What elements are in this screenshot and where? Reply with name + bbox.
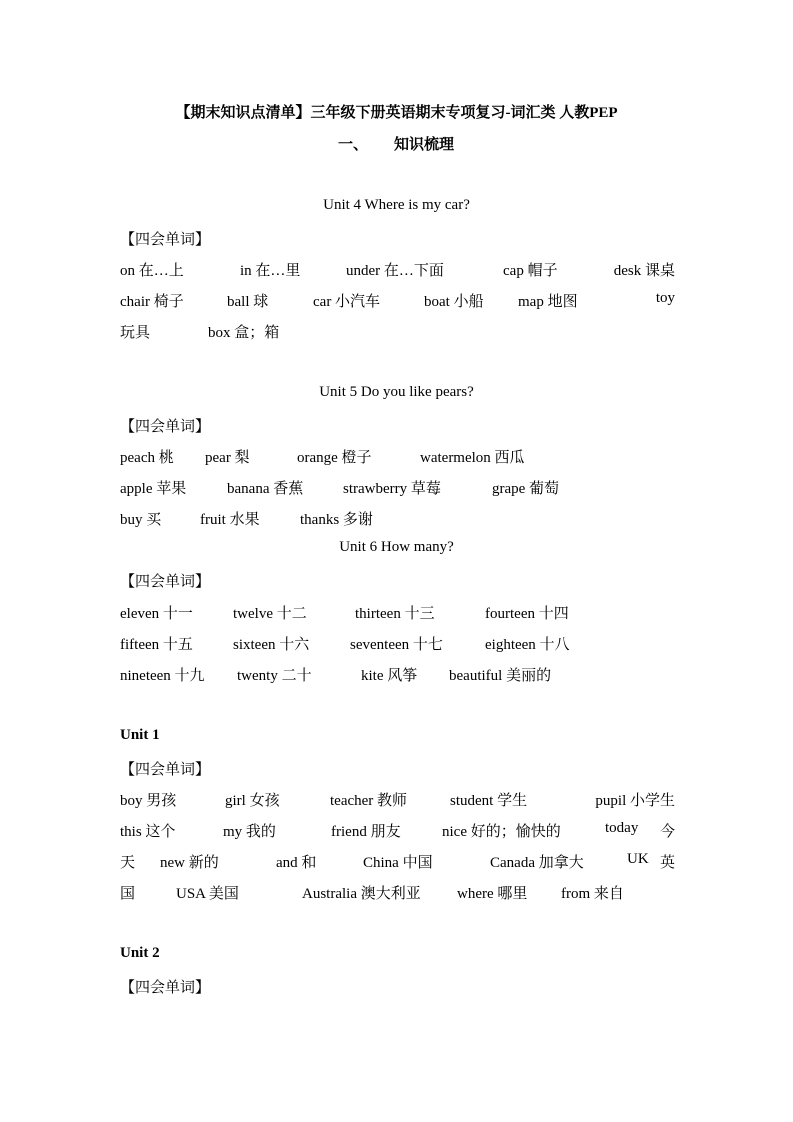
section-number: 一、 [338,137,369,153]
unit5-row-1 [120,446,675,468]
vocab-item: student 学生 [450,793,528,809]
vocab-item: this 这个 [120,824,176,840]
vocab-item: 天 [120,855,136,871]
vocab-item: peach 桃 [120,450,174,466]
unit4-heading: Unit 4 Where is my car? [323,197,470,213]
vocab-item: seventeen 十七 [350,637,443,653]
section-heading [338,133,454,154]
vocab-item: buy 买 [120,512,162,528]
vocab-item: boy 男孩 [120,793,177,809]
vocab-item: in 在…里 [240,263,301,279]
unit2-heading: Unit 2 [120,945,160,961]
vocab-item: banana 香蕉 [227,481,304,497]
vocab-item: friend 朋友 [331,824,401,840]
vocab-item: 今 [659,824,675,840]
vocab-item: eleven 十一 [120,606,193,622]
vocab-item: thanks 多谢 [300,512,373,528]
unit1-label: 【四会单词】 [120,762,211,778]
document-title: 【期末知识点清单】三年级下册英语期末专项复习-词汇类 人教PEP [175,105,618,121]
unit6-heading: Unit 6 How many? [339,539,454,555]
section-title: 知识梳理 [394,137,455,153]
unit2-label: 【四会单词】 [120,980,211,996]
vocab-item: strawberry 草莓 [343,481,441,497]
unit5-heading: Unit 5 Do you like pears? [319,384,474,400]
vocab-item: watermelon 西瓜 [420,450,525,466]
vocab-item: desk 课桌 [613,263,675,279]
unit6-row-2 [120,633,675,655]
vocab-item: chair 椅子 [120,294,184,310]
unit1-row-1 [120,789,675,811]
vocab-item: ball 球 [227,294,269,310]
unit6-row-3 [120,664,675,686]
vocab-item: USA 美国 [176,886,239,902]
vocab-item: pupil 小学生 [595,793,675,809]
vocab-item: boat 小船 [424,294,484,310]
vocab-item: fourteen 十四 [485,606,569,622]
unit4-row-2 [120,290,675,312]
vocab-item: on 在…上 [120,263,184,279]
vocab-item: thirteen 十三 [355,606,435,622]
unit6-row-1 [120,602,675,624]
vocab-item: beautiful 美丽的 [449,668,552,684]
vocab-item: nice 好的；愉快的 [442,824,561,840]
vocab-item: Australia 澳大利亚 [302,886,421,902]
vocab-item: Canada 加拿大 [490,855,584,871]
unit4-row-1 [120,259,675,281]
vocab-item: UK [627,851,649,867]
unit1-row-3 [120,851,675,873]
vocab-item: grape 葡萄 [492,481,560,497]
vocab-item: sixteen 十六 [233,637,310,653]
vocab-item: nineteen 十九 [120,668,205,684]
vocab-item: 国 [120,886,136,902]
unit4-label: 【四会单词】 [120,232,211,248]
vocab-item: my 我的 [223,824,276,840]
vocab-item: kite 风筝 [361,668,418,684]
vocab-item: box 盒；箱 [208,325,280,341]
vocab-item: fruit 水果 [200,512,260,528]
unit5-label: 【四会单词】 [120,419,211,435]
unit1-row-2 [120,820,675,842]
unit1-heading: Unit 1 [120,727,160,743]
vocab-item: today [605,820,639,836]
vocab-item: pear 梨 [205,450,250,466]
vocab-item: girl 女孩 [225,793,280,809]
vocab-item: where 哪里 [457,886,528,902]
unit6-label: 【四会单词】 [120,574,211,590]
unit1-row-4 [120,882,675,904]
vocab-item: eighteen 十八 [485,637,570,653]
unit5-row-2 [120,477,675,499]
vocab-item: 英 [659,855,675,871]
vocab-item: from 来自 [561,886,624,902]
unit4-row-3 [120,321,675,343]
vocab-item: cap 帽子 [503,263,558,279]
vocab-item: fifteen 十五 [120,637,193,653]
vocab-item: map 地图 [518,294,578,310]
vocab-item: and 和 [276,855,317,871]
vocab-item: toy [655,290,675,306]
vocab-item: twenty 二十 [237,668,312,684]
vocab-item: 玩具 [120,325,151,341]
vocab-item: car 小汽车 [313,294,381,310]
vocab-item: apple 苹果 [120,481,187,497]
unit5-row-3 [120,508,675,530]
vocab-item: teacher 教师 [330,793,408,809]
vocab-item: twelve 十二 [233,606,307,622]
vocab-item: orange 橙子 [297,450,372,466]
vocab-item: under 在…下面 [346,263,444,279]
vocab-item: China 中国 [363,855,433,871]
vocab-item: new 新的 [160,855,219,871]
